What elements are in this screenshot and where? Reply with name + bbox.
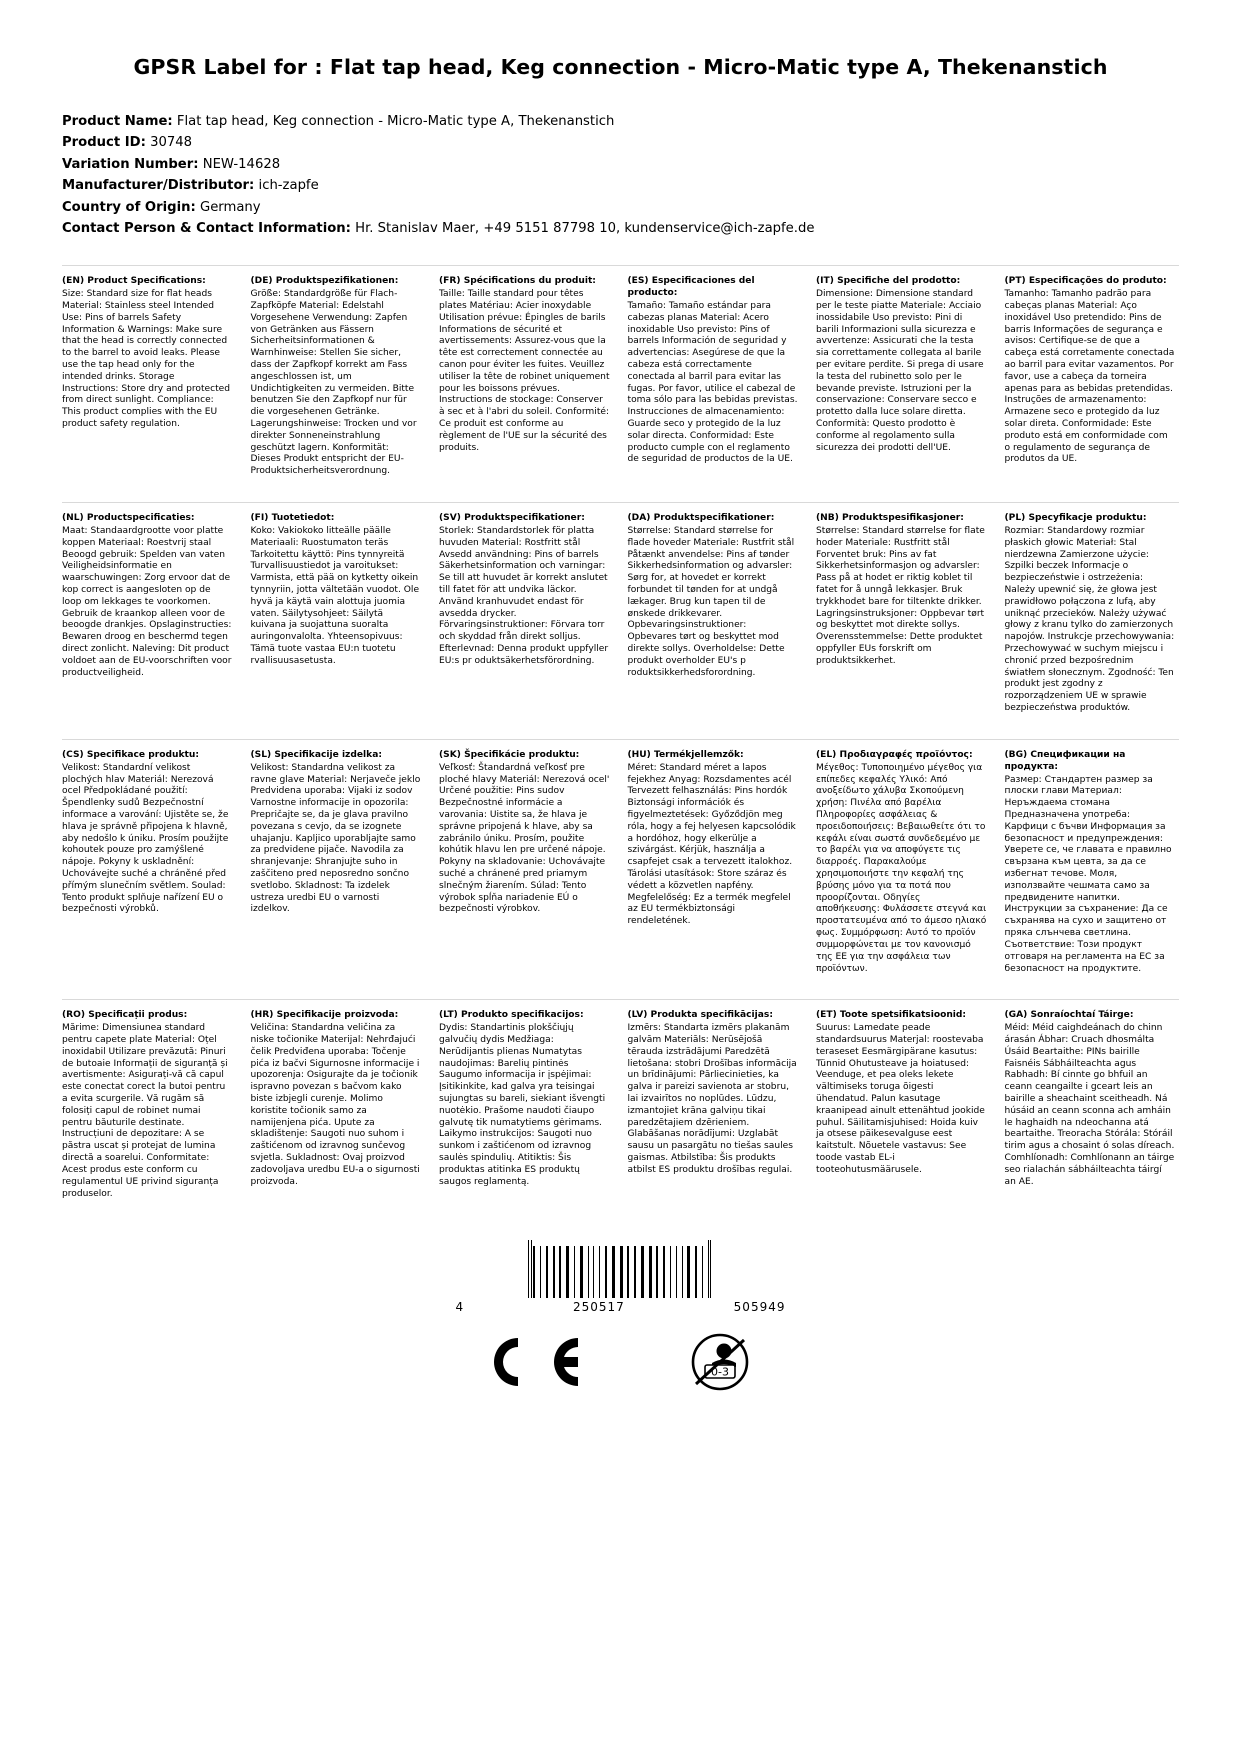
spec-body: Размер: Стандартен размер за плоски глави Материал: Неръждаема стомана Предназначена употреба: Карфици с бъчви Информация за безопасност и предупреждения: Уверете се, че главата е правилно свързана към цевта, за да се избегнат течове. Моля, използвайте чешмата само за предвидените напитки. Инструкции за съхранение: Да се съхранява на сухо и защитено от пряка слънчева светлина. Съответствие: Този продукт отговаря на регламента на ЕС за безопасност на продуктите.: [1004, 774, 1172, 974]
barcode-bar: [678, 1246, 680, 1298]
barcode-bar: [533, 1246, 535, 1298]
barcode-bar: [667, 1246, 669, 1298]
barcode-bar: [653, 1246, 655, 1298]
spec-heading: (LT) Produkto specifikacijos:: [439, 1010, 584, 1021]
spec-body: Μέγεθος: Τυποποιημένο μέγεθος για επίπεδες κεφαλές Υλικό: Από ανοξείδωτο χάλυβα Σκοπούμενη χρήση: Πινέλα από βαρέλια Πληροφορίες ασφάλειας & προειδοποιήσεις: Βεβαιωθείτε ότι το κεφάλι είναι σωστά συνδεδεμένο με το βαρέλι για να αποφύγετε τις διαρροές. Παρακαλούμε χρησιμοποιήστε την κεφαλή της βρύσης μόνο για τα ποτά που προορίζονται. Οδηγίες αποθήκευσης: Φυλάσσετε στεγνά και προστατευμένα από το άμεσο ηλιακό φως. Συμμόρφωση: Αυτό το προϊόν συμμορφώνεται με τον κανονισμό της ΕΕ για την ασφάλεια των προϊόντων.: [816, 762, 987, 974]
barcode-group-2: 505949: [733, 1300, 786, 1315]
barcode-bar: [609, 1246, 611, 1298]
spec-body: Størrelse: Standard størrelse for flate hoder Materiale: Rustfritt stål Forventet bruk: Pins av fat Sikkerhetsinformasjon og advarsler: Pass på at hodet er riktig koblet til fatet for å unngå lekkasjer. Bruk trykkhodet bare for tiltenkte drikker. Lagringsinstruksjoner: Oppbevar tørt og beskyttet mot direkte sollys. Overensstemmelse: Dette produktet oppfyller EUs forskrift om produktsikkerhet.: [816, 525, 985, 666]
product-meta: [62, 111, 1179, 239]
meta-row-product-id: [62, 132, 1179, 153]
spec-block-hr: [251, 1000, 426, 1224]
meta-label: Country of Origin:: [62, 199, 196, 215]
spec-heading: (PT) Especificações do produto:: [1004, 276, 1167, 287]
meta-label: Product ID:: [62, 135, 146, 151]
spec-heading: (SV) Produktspecifikationer:: [439, 513, 585, 524]
spec-block-nl: [62, 503, 237, 739]
barcode-bar: [702, 1246, 703, 1298]
spec-heading: (NB) Produktspesifikasjoner:: [816, 513, 964, 524]
spec-heading: (ES) Especificaciones del producto:: [627, 276, 755, 299]
barcode-bar: [577, 1246, 579, 1298]
spec-body: Maat: Standaardgrootte voor platte koppen Materiaal: Roestvrij staal Beoogd gebruik: Spelden van vaten Veiligheidsinformatie en waarschuwingen: Zorg ervoor dat de kop correct is aangesloten op de loop om lekkages te voorkomen. Gebruik de kraankop alleen voor de beoogde drankjes. Opslaginstructies: Bewaren droog en beschermd tegen direct zonlicht. Naleving: Dit product voldoet aan de EU-voorschriften voor productveiligheid.: [62, 525, 232, 678]
spec-block-nb: [816, 503, 991, 739]
meta-row-manufacturer: [62, 175, 1179, 196]
barcode-bar: [590, 1246, 592, 1298]
meta-value: NEW-14628: [202, 156, 281, 172]
meta-value: Germany: [199, 199, 261, 215]
spec-block-fi: [251, 503, 426, 739]
barcode-bar: [673, 1246, 675, 1298]
spec-heading: (LV) Produkta specifikācijas:: [627, 1010, 773, 1021]
barcode-bar: [710, 1240, 711, 1298]
spec-block-it: [816, 266, 991, 502]
spec-band-4: [62, 999, 1179, 1224]
meta-label: Contact Person & Contact Information:: [62, 220, 351, 236]
barcode-bar: [602, 1246, 604, 1298]
spec-body: Velikost: Standardní velikost plochých hlav Materiál: Nerezová ocel Předpokládané použití: Špendlenky sudů Bezpečnostní informace a varování: Ujistěte se, že hlava je správně připojena k hlavně, aby nedošlo k úniku. Prosím použijte kohoutek pouze pro zamýšlené nápoje. Pokyny k uskladnění: Uchovávejte suché a chráněné před přímým slunečním světlem. Soulad: Tento produkt splňuje nařízení EU o bezpečnosti výrobků.: [62, 762, 229, 915]
barcode-left-digit: 4: [455, 1300, 465, 1315]
spec-body: Mărime: Dimensiunea standard pentru capete plate Material: Oțel inoxidabil Utilizare prevăzută: Pinuri de butoaie Informații de siguranță și avertismente: Asigurați-vă că capul este conectat corect la butoi pentru a evita scurgerile. Vă rugăm să folosiți capul de robinet numai pentru băuturile destinate. Instrucțiuni de depozitare: A se păstra uscat și protejat de lumina directă a soarelui. Conformitate: Acest produs este conform cu regulamentul UE privind siguranța produselor.: [62, 1023, 228, 1199]
barcode-bar: [663, 1246, 665, 1298]
spec-block-cs: [62, 740, 237, 999]
spec-heading: (ET) Toote spetsifikatsioonid:: [816, 1010, 967, 1021]
spec-body: Størrelse: Standard størrelse for flade hoveder Materiale: Rustfrit stål Påtænkt anvendelse: Pins af tønder Sikkerhedsinformation og advarsler: Sørg for, at hovedet er korrekt forbundet til tønden for at undgå lækager. Brug kun tapen til de ønskede drikkevarer. Opbevaringsinstruktioner: Opbevares tørt og beskyttet mod direkte sollys. Overholdelse: Dette produkt overholder EU's p roduktsikkerhedsforordning.: [627, 525, 795, 678]
meta-value: 30748: [150, 135, 193, 151]
spec-heading: (GA) Sonraíochtaí Táirge:: [1004, 1010, 1134, 1021]
barcode-bar: [543, 1246, 545, 1298]
barcode-bar: [695, 1246, 697, 1298]
spec-heading: (RO) Specificații produs:: [62, 1010, 188, 1021]
barcode-bar: [641, 1246, 644, 1298]
barcode-bar: [556, 1246, 558, 1298]
spec-block-sk: [439, 740, 614, 999]
spec-block-ga: [1005, 1000, 1180, 1224]
barcode-bar: [553, 1246, 555, 1298]
spec-body: Größe: Standardgröße für Flach-Zapfköpfe Material: Edelstahl Vorgesehene Verwendung: Zapfen von Getränken aus Fässern Sicherheitsinformationen & Warnhinweise: Stellen Sie sicher, dass der Zapfkopf korrekt am Fass angeschlossen ist, um Undichtigkeiten zu vermeiden. Bitte benutzen Sie den Zapfkopf nur für die vorgesehenen Getränke. Lagerungshinweise: Trocken und vor direkter Sonneneinstrahlung geschützt lagern. Konformität: Dieses Produkt entspricht der EU-Produktsicherheitsverordnung.: [250, 289, 417, 477]
meta-row-country-of-origin: [62, 197, 1179, 218]
compliance-marks: [474, 1332, 768, 1392]
ce-mark-icon: [474, 1332, 586, 1392]
barcode-bar: [645, 1246, 647, 1298]
barcode-bar: [599, 1246, 600, 1298]
spec-body: Méid: Méid caighdeánach do chinn árasán Ábhar: Cruach dhosmálta Úsáid Beartaithe: PINs bairille Faisnéis Sábháilteachta agus Rabhadh: Bí cinnte go bhfuil an ceann ceangailte i gceart leis an bairille a sheachaint sceitheadh. Ná húsáid an ceann sconna ach amháin le haghaidh na ndeochanna atá beartaithe. Treoracha Stórála: Stóráil tirim agus a chosaint ó solas díreach. Comhlíonadh: Comhlíonann an táirge seo rialachán sábháilteachta táirgí an AE.: [1004, 1023, 1175, 1187]
meta-label: Product Name:: [62, 114, 173, 130]
spec-heading: (DE) Produktspezifikationen:: [250, 276, 399, 287]
barcode-bar: [563, 1246, 565, 1298]
spec-block-el: [816, 740, 991, 999]
spec-body: Suurus: Lamedate peade standardsuurus Materjal: roostevaba teraseset Eesmärgipärane kasutus: Tünnid Ohutusteave ja hoiatused: Veenduge, et pea oleks lekete vältimiseks toruga õigesti ühendatud. Palun kasutage kraanipead ainult ettenähtud jookide puhul. Säilitamisjuhised: Hoida kuiv ja otsese päikesevalguse eest kaitstult. Nõuetele vastavus: See toode vastab EL-i tooteohutusmäärusele.: [816, 1023, 985, 1175]
barcode-bar: [605, 1246, 607, 1298]
barcode-bar: [559, 1246, 561, 1298]
barcode-area: [62, 1240, 1179, 1392]
barcode-bar: [531, 1240, 532, 1298]
spec-block-sv: [439, 503, 614, 739]
barcode-bar: [574, 1246, 575, 1298]
spec-block-da: [628, 503, 803, 739]
spec-heading: (FI) Tuotetiedot:: [250, 513, 335, 524]
barcode-bar: [638, 1246, 640, 1298]
spec-body: Tamaño: Tamaño estándar para cabezas planas Material: Acero inoxidable Uso previsto: Pins of barrels Información de seguridad y advertencias: Asegúrese de que la cabeza está correctamente conectada al barril para evitar las fugas. Por favor, utilice el cabezal de toma sólo para las bebidas previstas. Instrucciones de almacenamiento: Guarde seco y protegido de la luz solar directa. Conformidad: Este producto cumple con el reglamento de seguridad de productos de la UE.: [627, 300, 798, 465]
spec-block-et: [816, 1000, 991, 1224]
barcode-bar: [687, 1246, 690, 1298]
barcode-bar: [566, 1246, 569, 1298]
spec-heading: (DA) Produktspecifikationer:: [627, 513, 775, 524]
barcode-bar: [580, 1246, 583, 1298]
spec-band-1: [62, 265, 1179, 502]
spec-block-lt: [439, 1000, 614, 1224]
spec-block-en: [62, 266, 237, 502]
spec-block-pt: [1005, 266, 1180, 502]
spec-body: Veľkosť: Štandardná veľkosť pre ploché hlavy Materiál: Nerezová ocel' Určené použitie: Pins sudov Bezpečnostné informácie a varovania: Uistite sa, že hlava je správne pripojená k hlave, aby sa zabránilo úniku. Prosím, použite kohútik hlavu len pre určené nápoje. Pokyny na skladovanie: Uchovávajte suché a chránené pred priamym slnečným žiarením. Súlad: Tento výrobok spĺňa nariadenie EÚ o bezpečnosti výrobkov.: [439, 762, 610, 915]
spec-body: Dimensione: Dimensione standard per le teste piatte Materiale: Acciaio inossidabile Uso previsto: Pini di barili Informazioni sulla sicurezza e avvertenze: Assicurati che la testa sia correttamente collegata al barile per evitare perdite. Si prega di usare la testa del rubinetto solo per le bevande previste. Istruzioni per la conservazione: Conservare secco e protetto dalla luce solare diretta. Conformità: Questo prodotto è conforme al regolamento sulla sicurezza dei prodotti dell'UE.: [816, 289, 984, 453]
barcode-bar: [624, 1246, 626, 1298]
spec-body: Izmērs: Standarta izmērs plakanām galvām Materiāls: Nerūsējošā tērauda izstrādājumi Paredzētā lietošana: stobri Drošības informācija un brīdinājumi: Pārliecinieties, ka galva ir pareizi savienota ar stobru, lai izvairītos no noplūdes. Lūdzu, izmantojiet krāna galviņu tikai paredzētajiem dzērieniem. Glabāšanas norādījumi: Uzglabāt sausu un pasargātu no tiešas saules gaismas. Atbilstība: Šis produkts atbilst ES produktu drošības regulai.: [627, 1023, 797, 1175]
meta-label: Variation Number:: [62, 156, 199, 172]
age-range-label: 0-3: [710, 1365, 729, 1379]
spec-heading: (EL) Προδιαγραφές προϊόντος:: [816, 749, 973, 760]
barcode-bar: [620, 1246, 623, 1298]
spec-block-lv: [628, 1000, 803, 1224]
meta-row-variation-number: [62, 154, 1179, 175]
spec-body: Méret: Standard méret a lapos fejekhez Anyag: Rozsdamentes acél Tervezett felhasználás: Pins hordók Biztonsági információk és figyelmeztetések: Győződjön meg róla, hogy a fej helyesen kapcsolódik a hordóhoz, hogy elkerülje a szivárgást. Kérjük, használja a csapfejet csak a tervezett italokhoz. Tárolási utasítások: Store száraz és védett a közvetlen napfény. Megfelelőség: Ez a termék megfelel az EU termékbiztonsági rendeletének.: [627, 762, 796, 927]
barcode-bar: [537, 1246, 539, 1298]
spec-body: Taille: Taille standard pour têtes plates Matériau: Acier inoxydable Utilisation prévue: Épingles de barils Informations de sécurité et avertissements: Assurez-vous que la tête est correctement connectée au canon pour éviter les fuites. Veuillez utiliser la tête de robinet uniquement pour les boissons prévues. Instructions de stockage: Conserver à sec et à l'abri du soleil. Conformité: Ce produit est conforme au règlement de l'UE sur la sécurité des produits.: [439, 289, 610, 453]
barcode-bar: [584, 1246, 586, 1298]
spec-block-pl: [1005, 503, 1180, 739]
ean13-barcode: [528, 1240, 713, 1298]
page-title: GPSR Label for : Flat tap head, Keg connection - Micro-Matic type A, Thekenanstich: [133, 55, 1108, 79]
spec-heading: (CS) Specifikace produktu:: [62, 749, 199, 760]
barcode-digits: [456, 1300, 786, 1314]
barcode-group-1: 250517: [573, 1300, 625, 1315]
barcode-bar: [649, 1246, 652, 1298]
spec-body: Dydis: Standartinis plokščiųjų galvučių dydis Medžiaga: Nerūdijantis plienas Numatytas naudojimas: Barelių pintinės Saugumo informacija ir įspėjimai: Įsitikinkite, kad galva yra teisingai sujungtas su bareli, siekiant išvengti nuotėkio. Prašome naudoti čiaupo galvutę tik numatytiems gėrimams. Laikymo instrukcijos: Saugoti nuo sunkom i zaštićenom od izravnog saulės spindulių. Atitiktis: Šis produktas atitinka ES produktų saugos reglamentą.: [439, 1023, 606, 1187]
spec-heading: (SL) Specifikacije izdelka:: [250, 749, 382, 760]
meta-row-contact: [62, 218, 1179, 239]
spec-heading: (SK) Špecifikácie produktu:: [439, 749, 580, 760]
spec-body: Storlek: Standardstorlek för platta huvuden Material: Rostfritt stål Avsedd användning: Pins of barrels Säkerhetsinformation och varningar: Se till att huvudet är korrekt anslutet till fatet för att undvika läckor. Använd kranhuvudet endast för avsedda drycker. Förvaringsinstruktioner: Förvara torr och skyddad från direkt solljus. Efterlevnad: Denna produkt uppfyller EU:s pr oduktsäkerhetsförordning.: [439, 525, 609, 666]
spec-heading: (HR) Specifikacije proizvoda:: [250, 1010, 399, 1021]
barcode-bar: [676, 1246, 677, 1298]
barcode-bar: [692, 1246, 694, 1298]
barcode-bar: [612, 1246, 615, 1298]
spec-heading: (FR) Spécifications du produit:: [439, 276, 596, 287]
spec-body: Koko: Vakiokoko litteälle päälle Materiaali: Ruostumaton teräs Tarkoitettu käyttö: Pins tynnyreitä Turvallisuustiedot ja varoitukset: Varmista, että pää on kytketty oikein tynnyriin, jotta vältetään vuodot. Ole hyvä ja käytä vain alottuja juomia vaten. Säilytysohjeet: Säilytä kuivana ja suojattuna suoralta auringonvalolta. Yhteensopivuus: Tämä tuote vastaa EU:n tuotetu rvallisuusasetusta.: [250, 525, 420, 666]
spec-body: Tamanho: Tamanho padrão para cabeças planas Material: Aço inoxidável Uso pretendido: Pins de barris Informações de segurança e avisos: Certifique-se de que a cabeça está corretamente conectada ao barril para evitar vazamentos. Por favor, use a cabeça da torneira apenas para as bebidas pretendidas. Instruções de armazenamento: Armazene seco e protegido da luz solar direta. Conformidade: Este produto está em conformidade com o regulamento de segurança de produtos da UE.: [1004, 289, 1175, 465]
barcode-bar: [593, 1246, 594, 1298]
spec-block-es: [628, 266, 803, 502]
meta-label: Manufacturer/Distributor:: [62, 178, 255, 194]
barcode-bar: [627, 1246, 629, 1298]
no-children-under-3-icon: [672, 1332, 768, 1392]
spec-heading: (EN) Product Specifications:: [62, 276, 206, 287]
spec-block-fr: [439, 266, 614, 502]
spec-body: Size: Standard size for flat heads Material: Stainless steel Intended Use: Pins of barrels Safety Information & Warnings: Make sure that the head is correctly connected to the barrel to avoid leaks. Please use the tap head only for the intended drinks. Storage Instructions: Store dry and protected from direct sunlight. Compliance: This product complies with the EU product safety regulation.: [62, 289, 231, 430]
spec-body: Velikost: Standardna velikost za ravne glave Material: Nerjaveče jeklo Predvidena uporaba: Vijaki iz sodov Varnostne informacije in opozorila: Prepričajte se, da je glava pravilno povezana s cevjo, da se izognete uhajanju. Kapljico uporabljajte samo za predvidene pijače. Navodila za shranjevanje: Shranjujte suho in zaščiteno pred neposredno sončno svetlobo. Skladnost: Ta izdelek ustreza uredbi EU o varnosti izdelkov.: [250, 762, 421, 915]
spec-block-sl: [251, 740, 426, 999]
spec-band-3: [62, 739, 1179, 999]
spec-block-bg: [1005, 740, 1180, 999]
barcode-bar: [699, 1246, 701, 1298]
barcode-bar: [540, 1246, 541, 1298]
barcode-bar: [596, 1246, 598, 1298]
barcode-bar: [634, 1246, 636, 1298]
spec-heading: (HU) Termékjellemzők:: [627, 749, 744, 760]
barcode-bar: [704, 1246, 706, 1298]
spec-heading: (IT) Specifiche del prodotto:: [816, 276, 961, 287]
barcode-bar: [546, 1246, 548, 1298]
meta-value: Flat tap head, Keg connection - Micro-Matic type A, Thekenanstich: [176, 114, 615, 130]
barcode-bar: [528, 1240, 529, 1298]
barcode-bar: [682, 1246, 683, 1298]
meta-row-product-name: [62, 111, 1179, 132]
barcode-bar: [571, 1246, 573, 1298]
barcode-bar: [660, 1246, 662, 1298]
meta-value: Hr. Stanislav Maer, +49 5151 87798 10, kundenservice@ich-zapfe.de: [355, 220, 815, 236]
spec-heading: (BG) Спецификации на продукта:: [1004, 749, 1126, 772]
barcode-bar: [670, 1246, 671, 1298]
barcode-bar: [684, 1246, 686, 1298]
barcode-bar: [588, 1246, 589, 1298]
spec-block-ro: [62, 1000, 237, 1224]
spec-body: Veličina: Standardna veličina za niske točionike Materijal: Nehrđajući čelik Predviđena uporaba: Točenje pića iz bačvi Sigurnosne informacije i upozorenja: Osigurajte da je točionik ispravno povezan s bačvom kako biste izbjegli curenje. Molimo koristite točionik samo za namijenjena pića. Upute za skladištenje: Saugoti nuo suhom i zaštićenom od izravnog sunčevog svjetla. Sukladnost: Ovaj proizvod zadovoljava uredbu EU-a o sigurnosti proizvoda.: [250, 1023, 420, 1187]
barcode-bar: [550, 1246, 552, 1298]
spec-block-hu: [628, 740, 803, 999]
barcode-bar: [708, 1240, 709, 1298]
spec-band-2: [62, 502, 1179, 739]
barcode-bar: [616, 1246, 618, 1298]
spec-block-de: [251, 266, 426, 502]
spec-heading: (PL) Specyfikacje produktu:: [1004, 513, 1147, 524]
barcode-bar: [656, 1246, 658, 1298]
barcode-bar: [631, 1246, 633, 1298]
spec-body: Rozmiar: Standardowy rozmiar płaskich głowic Materiał: Stal nierdzewna Zamierzone użycie: Szpilki beczek Informacje o bezpieczeństwie i ostrzeżenia: Należy upewnić się, że głowa jest prawidłowo połączona z lufą, aby uniknąć przecieków. Należy używać głowy z kranu tylko do zamierzonych napojów. Instrukcje przechowywania: Przechowywać w suchym miejscu i chronić przed bezpośrednim światłem słonecznym. Zgodność: Ten produkt jest zgodny z rozporządzeniem UE w sprawie bezpieczeństwa produktów.: [1004, 525, 1175, 714]
spec-heading: (NL) Productspecificaties:: [62, 513, 195, 524]
meta-value: ich-zapfe: [258, 178, 319, 194]
